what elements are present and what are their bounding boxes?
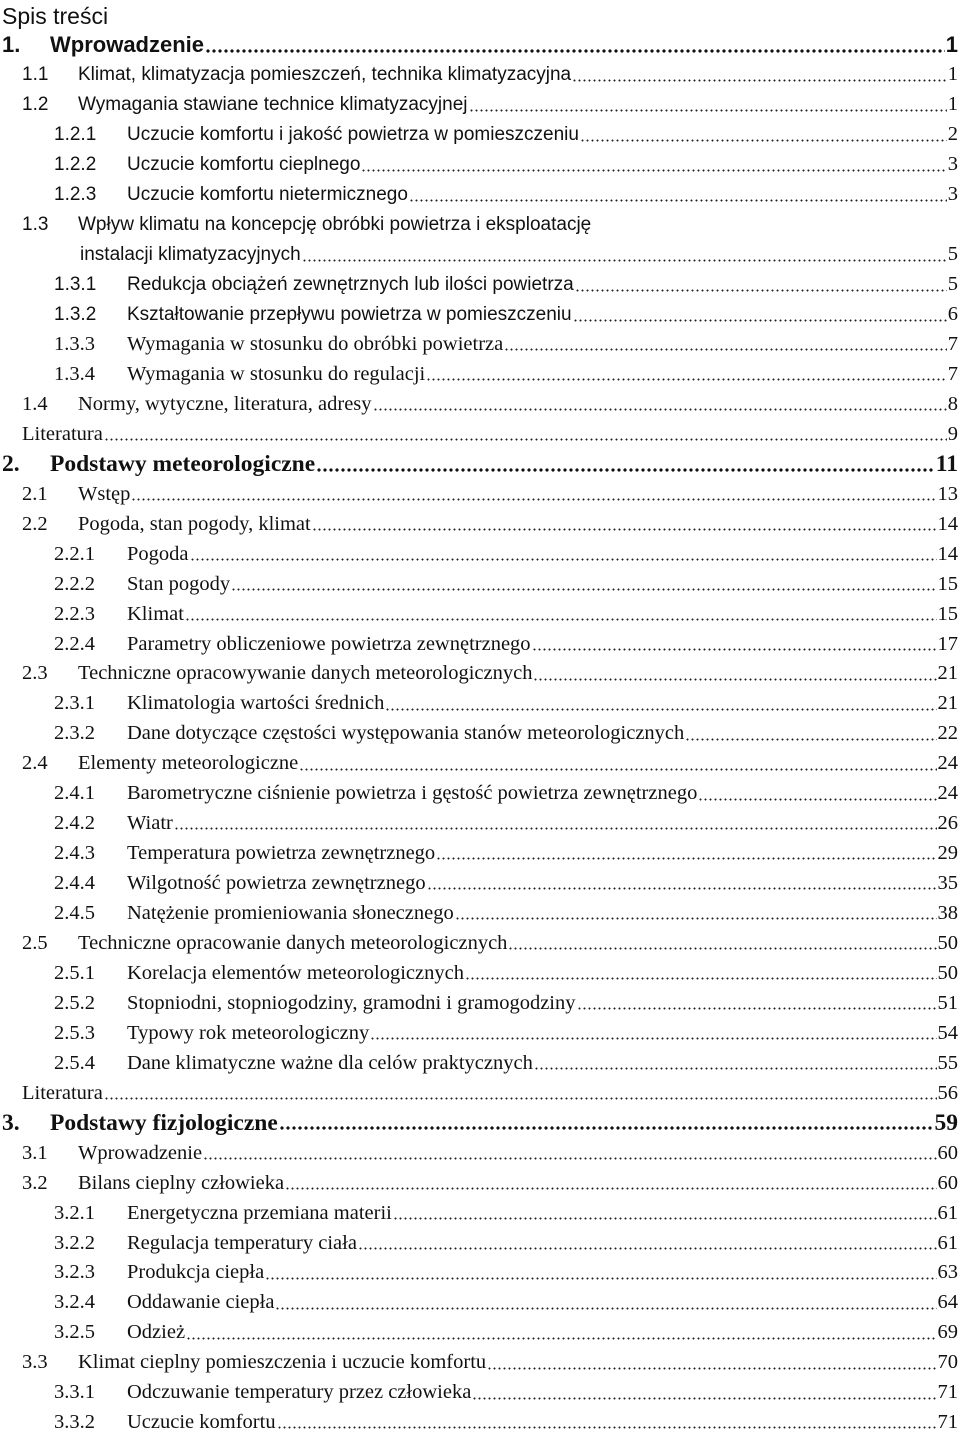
toc-page-number: 5 [947, 273, 958, 296]
toc-entry-title: Dane klimatyczne ważne dla celów praktycznych [127, 1051, 533, 1074]
toc-entry-number: 3.1 [22, 1141, 48, 1164]
toc-chapter[interactable] [2, 1107, 958, 1139]
toc-entry[interactable] [54, 1288, 958, 1318]
toc-page-number: 51 [937, 991, 958, 1014]
toc-entry[interactable] [54, 689, 958, 719]
toc-page-number: 9 [947, 422, 958, 445]
dot-leader [572, 70, 947, 89]
toc-page-number: 71 [937, 1381, 958, 1404]
toc-page-number: 61 [937, 1201, 958, 1224]
dot-leader [174, 818, 937, 839]
toc-entry-number: 3.3 [22, 1351, 48, 1374]
toc-entry-title: Temperatura powietrza zewnętrznego [127, 842, 436, 865]
dot-leader [277, 1417, 937, 1438]
toc-entry-number: 2.4 [22, 752, 48, 775]
toc-entry-number: 2.5.1 [54, 961, 95, 984]
dot-leader [577, 998, 937, 1019]
toc-entry-title: Barometryczne ciśnienie powietrza i gęstość powietrza zewnętrznego [127, 782, 698, 805]
dot-leader [205, 39, 945, 61]
toc-entry-title: Korelacja elementów meteorologicznych [127, 961, 464, 984]
toc-page-number: 71 [937, 1411, 958, 1434]
toc-page-number: 64 [937, 1291, 958, 1314]
toc-entry-number: 1. [2, 32, 21, 57]
toc-entry[interactable] [54, 330, 958, 360]
dot-leader [427, 878, 937, 899]
dot-leader [231, 579, 936, 600]
toc-entry-title: Techniczne opracowywanie danych meteorologicznych [78, 662, 533, 685]
dot-leader [361, 160, 946, 179]
toc-page-number: 26 [937, 812, 958, 835]
toc-entry-title: Bilans cieplny człowieka [78, 1171, 285, 1194]
toc-entry[interactable] [22, 1138, 958, 1168]
toc-page-number: 50 [937, 932, 958, 954]
toc-entry-title: Literatura [22, 1081, 103, 1104]
toc-entry-number: 2.4.3 [54, 842, 95, 865]
toc-page-number: 69 [937, 1321, 958, 1344]
toc-entry-title: Literatura [22, 422, 103, 445]
toc-page-number: 3 [947, 183, 958, 206]
toc-entry[interactable] [54, 958, 958, 988]
toc-entry[interactable] [54, 899, 958, 929]
toc-entry[interactable] [22, 60, 958, 90]
toc-entry-number: 2.3.2 [54, 722, 95, 745]
toc-entry[interactable] [54, 988, 958, 1018]
toc-entry-title: Parametry obliczeniowe powietrza zewnętrznego [127, 632, 531, 655]
toc-entry-title: Redukcja obciążeń zewnętrznych lub ilości powietrza [127, 273, 574, 295]
toc-page-number: 24 [937, 782, 958, 805]
toc-entry-title: Kształtowanie przepływu powietrza w pomieszczeniu [127, 303, 572, 325]
toc-entry[interactable] [54, 599, 958, 629]
dot-leader [575, 280, 947, 299]
toc-entry-title: Uczucie komfortu nietermicznego [127, 183, 408, 205]
dot-leader [698, 789, 936, 810]
toc-entry-title: Dane dotyczące częstości występowania stanów meteorologicznych [127, 722, 685, 745]
toc-entry[interactable] [54, 300, 958, 330]
dot-leader [265, 1268, 936, 1289]
dot-leader [104, 429, 947, 450]
toc-page-number: 21 [937, 692, 958, 715]
toc-entry-title: Odczuwanie temperatury przez człowieka [127, 1381, 472, 1404]
dot-leader [409, 190, 947, 209]
dot-leader [504, 339, 947, 360]
toc-entry[interactable] [54, 839, 958, 869]
toc-entry-number: 2.5.3 [54, 1021, 95, 1044]
dot-leader [508, 938, 936, 959]
toc-page-number: 15 [937, 602, 958, 625]
toc-entry[interactable] [54, 1228, 958, 1258]
toc-entry-title: Stan pogody [127, 572, 231, 595]
toc-page-number: 6 [947, 303, 958, 326]
toc-chapter[interactable] [2, 29, 958, 61]
toc-entry[interactable] [54, 779, 958, 809]
toc-entry[interactable] [22, 419, 958, 449]
dot-leader [279, 1116, 934, 1140]
toc-entry[interactable] [22, 1078, 958, 1108]
toc-entry-number: 3.2.3 [54, 1261, 95, 1284]
toc-page-number: 54 [937, 1021, 958, 1044]
toc-entry-title: Pogoda [127, 542, 189, 565]
toc-entry-title: instalacji klimatyzacyjnych [80, 243, 301, 265]
toc-entry[interactable] [22, 509, 958, 539]
toc-entry-number: 2.4.1 [54, 782, 95, 805]
toc-page-number: 13 [937, 482, 958, 505]
toc-entry-number: 2.2.3 [54, 602, 95, 625]
dot-leader [534, 1058, 937, 1079]
dot-leader [393, 1208, 937, 1229]
toc-page-number: 5 [947, 243, 958, 266]
toc-entry[interactable] [22, 90, 958, 120]
toc-entry-title: Klimat, klimatyzacja pomieszczeń, technika klimatyzacyjna [78, 63, 572, 85]
toc-entry-title: Pogoda, stan pogody, klimat [78, 512, 311, 535]
toc-entry[interactable] [22, 479, 958, 509]
toc-entry-number: 1.3.4 [54, 362, 95, 385]
toc-entry[interactable] [54, 1318, 958, 1348]
toc-page-number: 11 [935, 450, 958, 477]
toc-entry-number: 2.5.2 [54, 991, 95, 1014]
dot-leader [312, 519, 937, 540]
toc-entry-title: Wstęp [78, 482, 131, 505]
toc-entry-number: 2.3 [22, 662, 48, 685]
toc-entry[interactable] [54, 1408, 958, 1438]
toc-page-number: 3 [947, 153, 958, 176]
toc-entry-number: 3.2.2 [54, 1231, 95, 1254]
toc-entry-number: 1.1 [22, 63, 49, 85]
toc-entry[interactable] [54, 629, 958, 659]
toc-entry-number: 2.1 [22, 482, 48, 505]
toc-entry-title: Wymagania stawiane technice klimatyzacyjnej [78, 93, 468, 115]
dot-leader [533, 669, 936, 690]
toc-entry[interactable] [80, 240, 958, 270]
toc-page-number: 1 [945, 32, 958, 57]
dot-leader [385, 699, 936, 720]
toc-entry-title: Produkcja ciepła [127, 1261, 265, 1284]
toc-page-number: 70 [937, 1351, 958, 1374]
toc-entry[interactable] [54, 1018, 958, 1048]
toc-page-number: 7 [947, 362, 958, 385]
toc-entry[interactable] [54, 120, 958, 150]
toc-page-number: 17 [937, 632, 958, 655]
dot-leader [185, 609, 937, 630]
toc-page-number: 21 [937, 662, 958, 685]
dot-leader [104, 1088, 937, 1109]
toc-entry[interactable] [22, 210, 958, 240]
dot-leader [285, 1178, 936, 1199]
toc-entry[interactable] [54, 719, 958, 749]
dot-leader [465, 968, 937, 989]
dot-leader [203, 1148, 936, 1169]
dot-leader [472, 1388, 936, 1409]
dot-leader [373, 399, 947, 420]
toc-entry-title: Klimatologia wartości średnich [127, 692, 385, 715]
toc-page-number: 7 [947, 333, 958, 355]
toc-entry[interactable] [22, 749, 958, 779]
toc-entry-title: Stopniodni, stopniogodziny, gramodni i gramogodziny [127, 991, 576, 1014]
dot-leader [316, 458, 935, 482]
toc-entry-title: Uczucie komfortu [127, 1411, 276, 1434]
dot-leader [580, 130, 947, 149]
toc-entry-title: Oddawanie ciepła [127, 1291, 275, 1314]
toc-entry-title: Techniczne opracowanie danych meteorologicznych [78, 932, 508, 954]
toc-page-number: 59 [934, 1109, 958, 1136]
toc-entry-title: Klimat [127, 602, 184, 625]
toc-entry-number: 2.5 [22, 932, 48, 954]
toc-entry-number: 2.2.4 [54, 632, 95, 655]
toc-entry-number: 1.3.3 [54, 333, 95, 355]
toc-page-number: 60 [937, 1171, 958, 1194]
toc-page-number: 63 [937, 1261, 958, 1284]
toc-entry-number: 2.4.5 [54, 902, 95, 925]
toc-entry[interactable] [54, 569, 958, 599]
toc-page-number: 56 [937, 1081, 958, 1104]
toc-entry-number: 3.2.1 [54, 1201, 95, 1224]
toc-page-number: 24 [937, 752, 958, 775]
toc-entry-number: 3. [2, 1109, 20, 1136]
toc-entry[interactable] [54, 150, 958, 180]
toc-entry-number: 2.2.1 [54, 542, 95, 565]
dot-leader [436, 848, 936, 869]
toc-entry[interactable] [54, 1258, 958, 1288]
dot-leader [190, 549, 937, 570]
toc-entry-title: Podstawy fizjologiczne [50, 1109, 278, 1136]
toc-entry-number: 2.3.1 [54, 692, 95, 715]
dot-leader [370, 1028, 936, 1049]
toc-entry-title: Energetyczna przemiana materii [127, 1201, 392, 1224]
toc-entry[interactable] [22, 1348, 958, 1378]
toc-entry[interactable] [54, 1198, 958, 1228]
toc-entry-title: Wymagania w stosunku do regulacji [127, 362, 426, 385]
toc-entry[interactable] [22, 929, 958, 959]
toc-page-number: 2 [947, 123, 958, 146]
toc-page-number: 55 [937, 1051, 958, 1074]
toc-entry-title: Typowy rok meteorologiczny [127, 1021, 370, 1044]
toc-entry-number: 3.3.1 [54, 1381, 95, 1404]
toc-entry-number: 1.2 [22, 93, 49, 115]
toc-entry-title: Wpływ klimatu na koncepcję obróbki powietrza i eksploatację [78, 213, 592, 235]
toc-entry-number: 1.2.3 [54, 183, 97, 205]
toc-entry-title: Wprowadzenie [78, 1141, 203, 1164]
dot-leader [455, 908, 937, 929]
toc-page-number: 38 [937, 902, 958, 925]
toc-entry-title: Regulacja temperatury ciała [127, 1231, 357, 1254]
toc-entry[interactable] [54, 809, 958, 839]
dot-leader [299, 759, 936, 780]
toc-entry-number: 2. [2, 450, 20, 477]
toc-entry-number: 1.3.1 [54, 273, 97, 295]
dot-leader [685, 729, 936, 750]
toc-entry-number: 3.2.4 [54, 1291, 95, 1314]
toc-entry-title: Uczucie komfortu cieplnego [127, 153, 361, 175]
toc-page-number: 29 [937, 842, 958, 865]
toc-entry-number: 2.4.2 [54, 812, 95, 835]
toc-page-number: 22 [937, 722, 958, 745]
toc-entry-number: 2.2.2 [54, 572, 95, 595]
toc-entry[interactable] [54, 1378, 958, 1408]
dot-leader [131, 489, 936, 510]
toc-entry[interactable] [54, 869, 958, 899]
toc-page-number: 60 [937, 1141, 958, 1164]
toc-entry-title: Wymagania w stosunku do obróbki powietrza [127, 333, 504, 355]
toc-entry-title: Natężenie promieniowania słonecznego [127, 902, 454, 925]
toc-entry-number: 2.4.4 [54, 872, 95, 895]
page-title: Spis treści [2, 3, 109, 29]
toc-entry[interactable] [54, 270, 958, 300]
toc-page-number: 14 [937, 542, 958, 565]
toc-entry-title: Elementy meteorologiczne [78, 752, 299, 775]
toc-entry-title: Wprowadzenie [50, 32, 205, 57]
dot-leader [573, 310, 947, 329]
toc-page-number: 35 [937, 872, 958, 895]
toc-entry[interactable] [54, 1048, 958, 1078]
toc-page-number: 15 [937, 572, 958, 595]
toc-entry-number: 1.2.1 [54, 123, 97, 145]
toc-entry-number: 3.2.5 [54, 1321, 95, 1344]
toc-entry-title: Uczucie komfortu i jakość powietrza w pomieszczeniu [127, 123, 579, 145]
toc-entry[interactable] [22, 389, 958, 419]
toc-entry-number: 1.3 [22, 213, 49, 235]
toc-entry-number: 1.3.2 [54, 303, 97, 325]
toc-entry-title: Odzież [127, 1321, 186, 1344]
toc-entry[interactable] [54, 180, 958, 210]
toc-entry[interactable] [22, 659, 958, 689]
dot-leader [487, 1358, 936, 1379]
dot-leader [358, 1238, 937, 1259]
dot-leader [532, 639, 937, 660]
toc-page-number: 14 [937, 512, 958, 535]
toc-page-number: 1 [947, 63, 958, 86]
toc-entry[interactable] [54, 539, 958, 569]
toc-entry-number: 3.3.2 [54, 1411, 95, 1434]
dot-leader [469, 100, 947, 119]
toc-entry[interactable] [22, 1168, 958, 1198]
dot-leader [275, 1298, 936, 1319]
toc-page-number: 61 [937, 1231, 958, 1254]
toc-entry-title: Podstawy meteorologiczne [50, 450, 316, 477]
dot-leader [186, 1328, 936, 1349]
toc-entry-number: 2.5.4 [54, 1051, 95, 1074]
toc-entry-number: 3.2 [22, 1171, 48, 1194]
toc-entry-title: Wilgotność powietrza zewnętrznego [127, 872, 426, 895]
toc-entry-number: 2.2 [22, 512, 48, 535]
dot-leader [302, 250, 947, 269]
toc-page-number: 50 [937, 961, 958, 984]
toc-entry-number: 1.4 [22, 392, 48, 415]
toc-entry-title: Wiatr [127, 812, 173, 835]
toc-page-number: 1 [947, 93, 958, 116]
toc-entry-title: Normy, wytyczne, literatura, adresy [78, 392, 372, 415]
toc-entry[interactable] [54, 359, 958, 389]
toc-page-number: 8 [947, 392, 958, 415]
toc-chapter[interactable] [2, 448, 958, 480]
dot-leader [426, 369, 947, 390]
toc-entry-number: 1.2.2 [54, 153, 97, 175]
toc-entry-title: Klimat cieplny pomieszczenia i uczucie komfortu [78, 1351, 487, 1374]
